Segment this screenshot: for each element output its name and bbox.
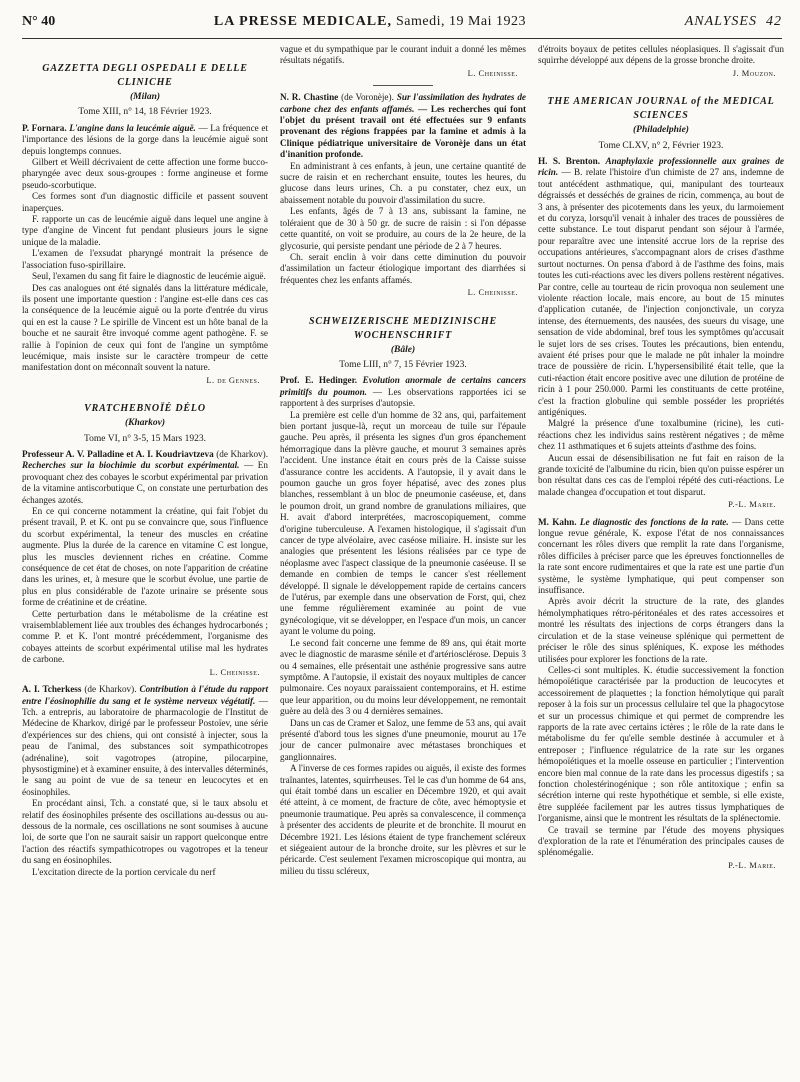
article-author: N. R. Chastine xyxy=(280,92,339,103)
article-author: P. Fornara. xyxy=(22,122,67,133)
signature: L. Cheinisse. xyxy=(467,67,518,78)
article-affiliation: (de Kharkov). xyxy=(84,684,137,695)
article-paragraph: Malgré la présence d'une toxalbumine (ricine), les cuti-réactions chez les individus sains restèrent négatives ; de même chez 11 asthmatiques et 6 sujets atteints d'asthme des foins. xyxy=(538,418,784,452)
article-title: Sur l'assimilation des hydrates de carbone chez des enfants affamés. xyxy=(280,92,527,114)
journal-title xyxy=(214,14,526,30)
journal-city: (Bâle) xyxy=(390,344,416,355)
article-title: Le diagnostic des fonctions de la rate. xyxy=(579,516,729,527)
article-paragraph: L'excitation directe de la portion cervicale du nerf xyxy=(32,866,216,877)
article-title: Anaphylaxie professionnelle aux graines de ricin. xyxy=(538,156,785,178)
section-name: ANALYSES xyxy=(684,14,757,29)
signature: J. Mouzon. xyxy=(732,67,776,78)
article-paragraph: Ch. serait enclin à voir dans cette diminution du pouvoir d'assimilation un facteur étiologique important des diarrhées si fréquentes chez les enfants affamés. xyxy=(280,251,526,285)
article-paragraph: En procédant ainsi, Tch. a constaté que, si le taux absolu et relatif des éosinophiles présente des oscillations au-dessus ou au-dessous de la normale, ces oscillations ne sont soumises à aucune loi, de sorte que l'on ne saurait saisir un rapport quelconque entre l'action des réactifs sympathicotropes ou vagotropes et la teneur du sang en éosinophiles. xyxy=(22,798,268,866)
article-paragraph: Seul, l'examen du sang fit faire le diagnostic de leucémie aiguë. xyxy=(32,271,266,282)
article-paragraph xyxy=(280,92,526,160)
page-number: 42 xyxy=(766,14,782,29)
journal-city: (Kharkov) xyxy=(124,418,166,429)
section-label xyxy=(685,14,782,30)
article-affiliation: (de Kharkov). xyxy=(216,448,268,459)
article-title: Recherches sur la biochimie du scorbut expérimental. xyxy=(22,460,240,471)
columns xyxy=(22,44,785,878)
issue-number: N° 40 xyxy=(22,14,56,29)
article-author: M. Kahn. xyxy=(538,516,577,527)
journal-city: (Milan) xyxy=(129,92,161,102)
article-text: — En provoquant chez des cobayes le scorbut expérimental par privation de la vitamine antiscorbutique C, on constate une perturbation des échanges azotés. xyxy=(22,460,268,505)
column-3 xyxy=(538,44,784,878)
article-paragraph xyxy=(538,156,784,418)
article-affiliation: (de Voronèje). xyxy=(341,92,394,103)
article-paragraph: Le second fait concerne une femme de 89 ans, qui était morte avec le diagnostic de marasme sénile et d'artériosclérose. Depuis 3 ou 4 semaines, elle présentait une asthénie progressive sans autre symptôme. A l'autopsie, il existait des noyaux multiples de cancer pulmonaire. Ces noyaux paraissaient contemporains, et H. estime que leur apparition, ou du moins leur développement, ne remontait guère au delà des 3 ou 4 dernières semaines. xyxy=(280,637,526,717)
article-paragraph: Dans un cas de Cramer et Saloz, une femme de 53 ans, qui avait présenté d'abord tous les signes d'une pneumonie, mourut au 17e jour de cancer pulmonaire avec métastases bronchiques et ganglionnaires. xyxy=(280,717,526,762)
article-paragraph xyxy=(22,449,268,506)
article-paragraph: Aucun essai de désensibilisation ne fut fait en raison de la grande toxicité de l'albumine du ricin, bien qu'on puisse espérer un bon résultat dans ces cas de l'emploi répété des cuti-réactions. Le malade changea d'occupation et tout disparut. xyxy=(538,452,784,497)
journal-heading: THE AMERICAN JOURNAL of the MEDICAL SCIENCES xyxy=(547,96,775,122)
masthead xyxy=(22,14,782,39)
article-paragraph: La première est celle d'un homme de 32 ans, qui, parfaitement bien portant jusque-là, reçut un morceau de tuile sur l'épaule gauche. Peu après, il présenta les signes d'un gros épanchement hémorragique dans la plèvre gauche, et mourut 3 semaines après l'accident. Une instance était en cours près de la Caisse suisse d'assurance contre les accidents. A l'autopsie, il y avait dans le poumon gauche un gros foyer hépatisé, avec des zones plus blanches, ressemblant à un bloc de pneumonie caséeuse, et, dans le poumon droit, un grand nombre de granulations miliaires, que H. avait d'abord interprétées, macroscopiquement, comme d'origine tuberculeuse. A l'examen histologique, il s'agissait d'un cancer de type alvéolaire, avec caséose miliaire. H. insiste sur les analogies que présentent les lésions réalisées par ce type de néoplasme avec l'aspect classique de la pneumonie caséeuse. Il se demande en combien de temps le cancer s'est réellement développé. Il signale le développement rapide de certains cancers de l'utérus, par exemple dans une observation de Forst, qui, chez une femme régulièrement examinée au point de vue gynécologique, vit se développer, en l'espace d'un mois, un cancer ayant le volume du poing. xyxy=(280,409,526,637)
signature: L. Cheinisse. xyxy=(209,666,260,677)
article-author: Professeur A. V. Palladine et A. I. Koudriavtzeva xyxy=(22,448,214,459)
article-paragraph: Ces formes sont d'un diagnostic difficile et passent souvent inaperçues. xyxy=(22,191,268,213)
article-paragraph: Les enfants, âgés de 7 à 13 ans, subissant la famine, ne toléraient que de 30 à 50 gr. de sucre de raisin : si l'on dépasse cette quantité, on voit se produire, au cours de la 2e heure, de la glycosurie, qui persiste pendant une période de 2 à 7 heures. xyxy=(280,206,526,251)
journal-issue: Tome LIII, n° 7, 15 Février 1923. xyxy=(339,359,467,370)
article-paragraph xyxy=(280,375,526,409)
article-paragraph: Après avoir décrit la structure de la rate, des glandes hémolymphatiques rétro-péritonéales et des rates accessoires et montré les résultats des injections de corps étrangers dans la circulation et de la stase veineuse splénique qui permettent de préciser le rôle des sinus spléniques, K. expose les méthodes utilisées pour explorer les fonctions de la rate. xyxy=(538,596,784,664)
article-paragraph xyxy=(22,684,268,798)
article-text: — Tch. a entrepris, au laboratoire de pharmacologie de l'Institut de Médecine de Kharkov, dirigé par le professeur Postoïev, une série d'expériences sur des chiens, qui ont consisté à injecter, sous la peau de l'animal, des substances soit sympathicotropes (adrénaline), soit vagotropes (atropine, pilocarpine, physostigmine) et à examiner ensuite, à des intervalles déterminés, le sang au point de vue de sa teneur en leucocytes et en éosinophiles. xyxy=(22,695,269,797)
article-paragraph: Celles-ci sont multiples. K. étudie successivement la fonction hémopoïétique caractérisée par la production de leucocytes et accessoirement de plaquettes ; la fonction hémolytique qui paraît reposer à la fois sur un processus cellulaire tel que la phagocytose et sur un processus chimique et qui permet de comprendre les rapports de la rate avec certains ictères ; le rôle de la rate dans le métabolisme du fer qu'elle semble destinée à accumuler et à entreposer ; l'influence régulatrice de la rate sur les organes hémopoïétiques et la moelle osseuse en particulier ; l'intervention encore bien mal connue de la rate dans les processus digestifs ; sa fonction cholestérinogénique ; son rôle antitoxique ; enfin sa sécrétion interne qui reste hypothétique et semble, si elle existe, être suppléée facilement par les autres tissus lymphatiques de l'organisme, ainsi que le montrent les résultats de la splénectomie. xyxy=(538,664,784,824)
article-paragraph: A l'inverse de ces formes rapides ou aiguës, il existe des formes traînantes, latentes, squirrheuses. Tel le cas d'un homme de 64 ans, qui était tombé dans un escalier en Décembre 1920, et qui avait été atteint, à ce moment, de fracture de côte, avec hémoptysie et pneumonie traumatique. Peu après sa convalescence, il commença à présenter des accidents de pleurite et de bronchite. Il mourut en Décembre 1921. Les lésions étaient de type franchement scléreux et siégeaient autour de la bronche droite, sur les plèvres et sur le péricarde. C'est seulement l'examen microscopique qui montra, au milieu du tissu scléreux, xyxy=(280,763,526,876)
journal-issue: Tome VI, n° 3-5, 15 Mars 1923. xyxy=(84,433,206,444)
issue-date: Samedi, 19 Mai 1923 xyxy=(395,14,527,29)
divider xyxy=(373,85,433,86)
article-author: H. S. Brenton. xyxy=(538,156,601,167)
article-paragraph: vague et du sympathique par le courant induit a donné les mêmes résultats négatifs. xyxy=(280,44,526,66)
journal-heading: SCHWEIZERISCHE MEDIZINISCHE WOCHENSCHRIFT xyxy=(308,315,498,341)
article-paragraph: Des cas analogues ont été signalés dans la littérature médicale, ils posent une importante question : l'angine est-elle dans ces cas la conséquence de la leucémie aiguë ou la porte d'entrée du virus qui en est la cause ? Le spirille de Vincent est un hôte banal de la bouche et ne saurait être invoqué comme agent pathogène. F. se rallie à l'opinion de ceux qui font de l'angine un symptôme leucémique, mais insiste sur le caractère trompeur de cette manifestation dont on méconnaît souvent la nature. xyxy=(22,282,268,373)
article-title: L'angine dans la leucémie aiguë. xyxy=(69,122,196,133)
article-text: — B. relate l'histoire d'un chimiste de 27 ans, indemne de tout antécédent asthmatique, qui, manipulant des tourteaux dégraissés et desséchés de graines de ricin, commença, au bout de 3 ans, à présenter des picotements dans les yeux, du larmoiement et du coryza, lorsqu'il venait à inhaler des traces de poussières de cette substance. Le tout disparut pendant son séjour à l'armée, pour reparaître avec une intensité accrue lors de la reprise des occupations antérieures, s'accompagnant alors de crises d'asthme surtout nocturnes. On pensa d'abord à de l'asthme des foins, mais toutes les cuti-réactions avec les divers pollens restèrent négatives. Par contre, celle au tourteau de ricin provoqua non seulement une violente réaction locale, mais encore, au bout de 15 minutes d'application cutanée, de l'injection conjonctivale, un coryza intense, des éternuements, des nausées, des sueurs du visage, une sensation de vide abdominal, bref tous les symptômes qu'accusait le sujet lors de ses crises. Toutes les précautions, bien entendu, avaient été prises pour que le malade ne pût inhaler la moindre trace de poussière de ricin. L'hypersensibilité était telle, que la cuti-réaction était encore positive avec une dilution de protéine de ricin à 1 pour 250.000. Parmi les constituants de cette protéine, c'est la fraction globuline qui semble posséder les propriétés antigéniques. xyxy=(538,167,784,417)
column-2 xyxy=(280,44,526,878)
signature: P.-L. Marie. xyxy=(728,499,776,510)
column-1 xyxy=(22,44,268,878)
journal-issue: Tome XIII, n° 14, 18 Février 1923. xyxy=(78,107,212,118)
article-text: — Dans cette longue revue générale, K. expose l'état de nos connaissances concernant les rôles divers que remplit la rate dans l'organisme, rôles difficiles à préciser parce que les épreuves fonctionnelles de la rate sont encore rudimentaires et que la rate est une partie d'un système, le système lymphatique, qui peut compenser son insuffisance. xyxy=(538,516,785,596)
article-paragraph: F. rapporte un cas de leucémie aiguë dans lequel une angine à type d'angine de Vincent fut pendant plusieurs jours le signe unique de la maladie. xyxy=(22,214,268,247)
article-paragraph: L'examen de l'exsudat pharyngé montrait la présence de l'association fuso-spirillaire. xyxy=(22,248,268,270)
article-paragraph: Gilbert et Weill décrivaient de cette affection une forme bucco-pharyngée avec deux sous-groupes : forme angineuse et forme pseudo-scorbutique. xyxy=(22,157,268,190)
article-paragraph: d'étroits boyaux de petites cellules néoplasiques. Il s'agissait d'un squirrhe développé aux dépens de la grosse bronche droite. xyxy=(538,44,784,66)
journal-name: LA PRESSE MEDICALE, xyxy=(213,14,392,29)
journal-city: (Philadelphie) xyxy=(633,125,689,136)
article-author: A. I. Tcherkess xyxy=(22,684,82,695)
article-title: Contribution à l'étude du rapport entre l'éosinophilie du sang et le système nerveux végétatif. xyxy=(22,684,269,706)
article-text: — Les observations rapportées ici se rapportent à des surprises d'autopsie. xyxy=(280,386,526,409)
signature: L. de Gennes. xyxy=(206,374,260,385)
article-paragraph: En ce qui concerne notamment la créatine, qui fait l'objet du présent travail, P. et K. ont pu se convaincre que, sous l'influence du scorbut expérimental, la teneur des muscles en créatine augmente. Plus la durée de la carence en vitamine C est longue, plus les muscles deviennent riches en créatine. Comme conséquence de cet état de choses, on note l'apparition de créatine dans les urines, et, à mesure que le scorbut évolue, une partie de plus en plus considérable de l'azote urinaire se présente sous forme de créatinine et de créatine. xyxy=(22,506,268,608)
article-paragraph: En administrant à ces enfants, à jeun, une certaine quantité de sucre de raisin et en recherchant ensuite, toutes les heures, du glucose dans leurs urines, Ch. a pu constater, chez eux, un abaissement notable du pouvoir d'assimilation du sucre. xyxy=(280,160,526,205)
article-text: — La fréquence et l'importance des lésions de la gorge dans la leucémie aiguë sont depuis longtemps connues. xyxy=(22,122,269,156)
article-paragraph: Ce travail se termine par l'étude des moyens physiques d'exploration de la rate et l'énumération des principales causes de splénomégalie. xyxy=(538,824,784,858)
article-text: — Les recherches qui font l'objet du présent travail ont été effectuées sur 9 enfants provenant des régions frappées par la famine et admis à la Clinique pédiatrique universitaire de Voronèje dans un état d'inanition profonde. xyxy=(280,103,526,160)
article-paragraph xyxy=(538,517,784,597)
journal-issue: Tome CLXV, n° 2, Février 1923. xyxy=(598,140,724,151)
journal-heading: GAZZETTA DEGLI OSPEDALI E DELLE CLINICHE xyxy=(42,63,248,88)
article-paragraph: Cette perturbation dans le métabolisme de la créatine est vraisemblablement liée aux troubles des échanges hydrocarbonés ; comme P. et K. l'ont montré précédemment, l'organisme des cobayes atteints de scorbut expérimental utilise mal les hydrates de carbone. xyxy=(22,608,268,665)
article-title: Evolution anormale de certains cancers primitifs du poumon. xyxy=(280,375,526,397)
signature: P.-L. Marie. xyxy=(728,859,776,870)
article-paragraph xyxy=(22,123,268,157)
article-author: Prof. E. Hedinger. xyxy=(280,375,358,386)
journal-heading: VRATCHEBNOÏÉ DÉLO xyxy=(84,403,206,415)
signature: L. Cheinisse. xyxy=(467,287,518,298)
